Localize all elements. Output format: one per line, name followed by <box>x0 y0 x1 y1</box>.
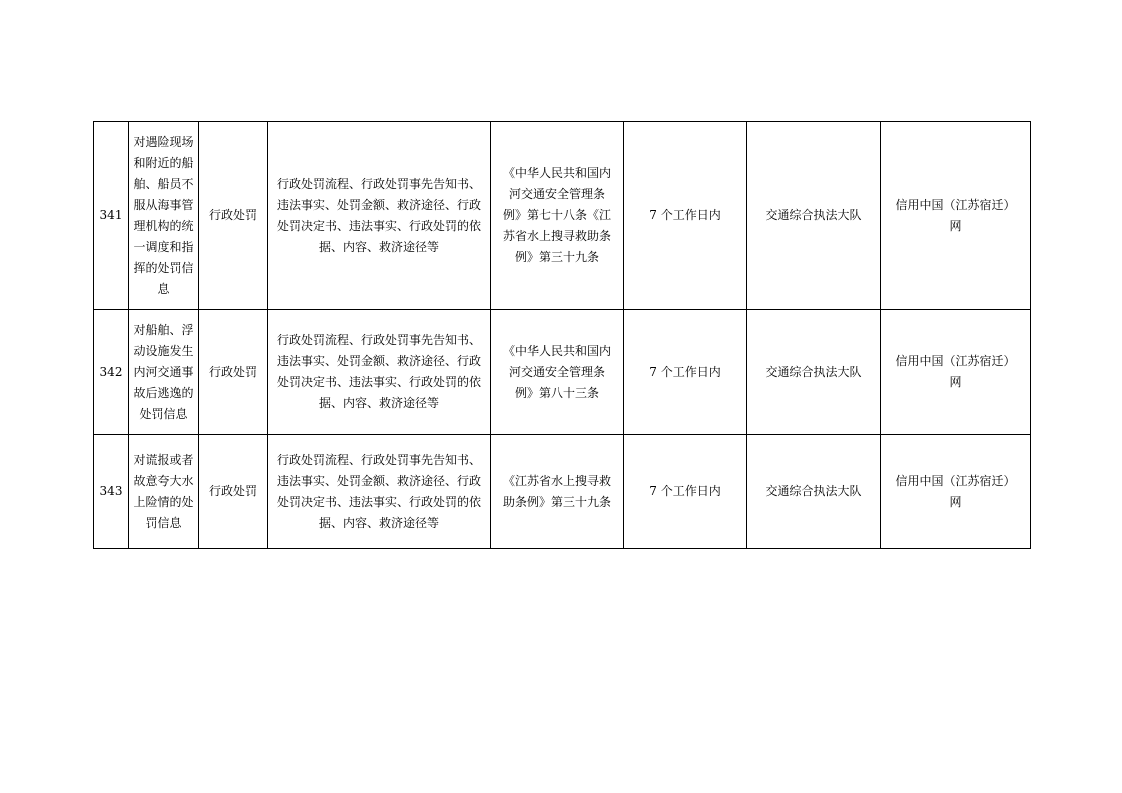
item-category: 行政处罚 <box>199 435 268 549</box>
item-name: 对船舶、浮动设施发生内河交通事故后逃逸的处罚信息 <box>129 310 199 435</box>
row-number: 342 <box>94 310 129 435</box>
table-row <box>94 310 1031 435</box>
time-limit: 7 个工作日内 <box>624 122 747 310</box>
time-limit: 7 个工作日内 <box>624 435 747 549</box>
item-category: 行政处罚 <box>199 122 268 310</box>
item-name: 对谎报或者故意夸大水上险情的处罚信息 <box>129 435 199 549</box>
legal-basis: 《中华人民共和国内河交通安全管理条例》第七十八条《江苏省水上搜寻救助条例》第三十九条 <box>491 122 624 310</box>
table-row <box>94 435 1031 549</box>
legal-basis: 《江苏省水上搜寻救助条例》第三十九条 <box>491 435 624 549</box>
disclosure-content: 行政处罚流程、行政处罚事先告知书、违法事实、处罚金额、救济途径、行政处罚决定书、违法事实、行政处罚的依据、内容、救济途径等 <box>268 435 491 549</box>
table-row <box>94 122 1031 310</box>
responsible-department: 交通综合执法大队 <box>747 310 881 435</box>
row-number: 343 <box>94 435 129 549</box>
disclosure-channel: 信用中国（江苏宿迁）网 <box>881 122 1031 310</box>
disclosure-channel: 信用中国（江苏宿迁）网 <box>881 435 1031 549</box>
disclosure-content: 行政处罚流程、行政处罚事先告知书、违法事实、处罚金额、救济途径、行政处罚决定书、违法事实、行政处罚的依据、内容、救济途径等 <box>268 122 491 310</box>
responsible-department: 交通综合执法大队 <box>747 122 881 310</box>
row-number: 341 <box>94 122 129 310</box>
time-limit: 7 个工作日内 <box>624 310 747 435</box>
item-name: 对遇险现场和附近的船舶、船员不服从海事管理机构的统一调度和指挥的处罚信息 <box>129 122 199 310</box>
legal-basis: 《中华人民共和国内河交通安全管理条例》第八十三条 <box>491 310 624 435</box>
disclosure-channel: 信用中国（江苏宿迁）网 <box>881 310 1031 435</box>
item-category: 行政处罚 <box>199 310 268 435</box>
responsible-department: 交通综合执法大队 <box>747 435 881 549</box>
disclosure-content: 行政处罚流程、行政处罚事先告知书、违法事实、处罚金额、救济途径、行政处罚决定书、违法事实、行政处罚的依据、内容、救济途径等 <box>268 310 491 435</box>
disclosure-table <box>93 121 1031 549</box>
